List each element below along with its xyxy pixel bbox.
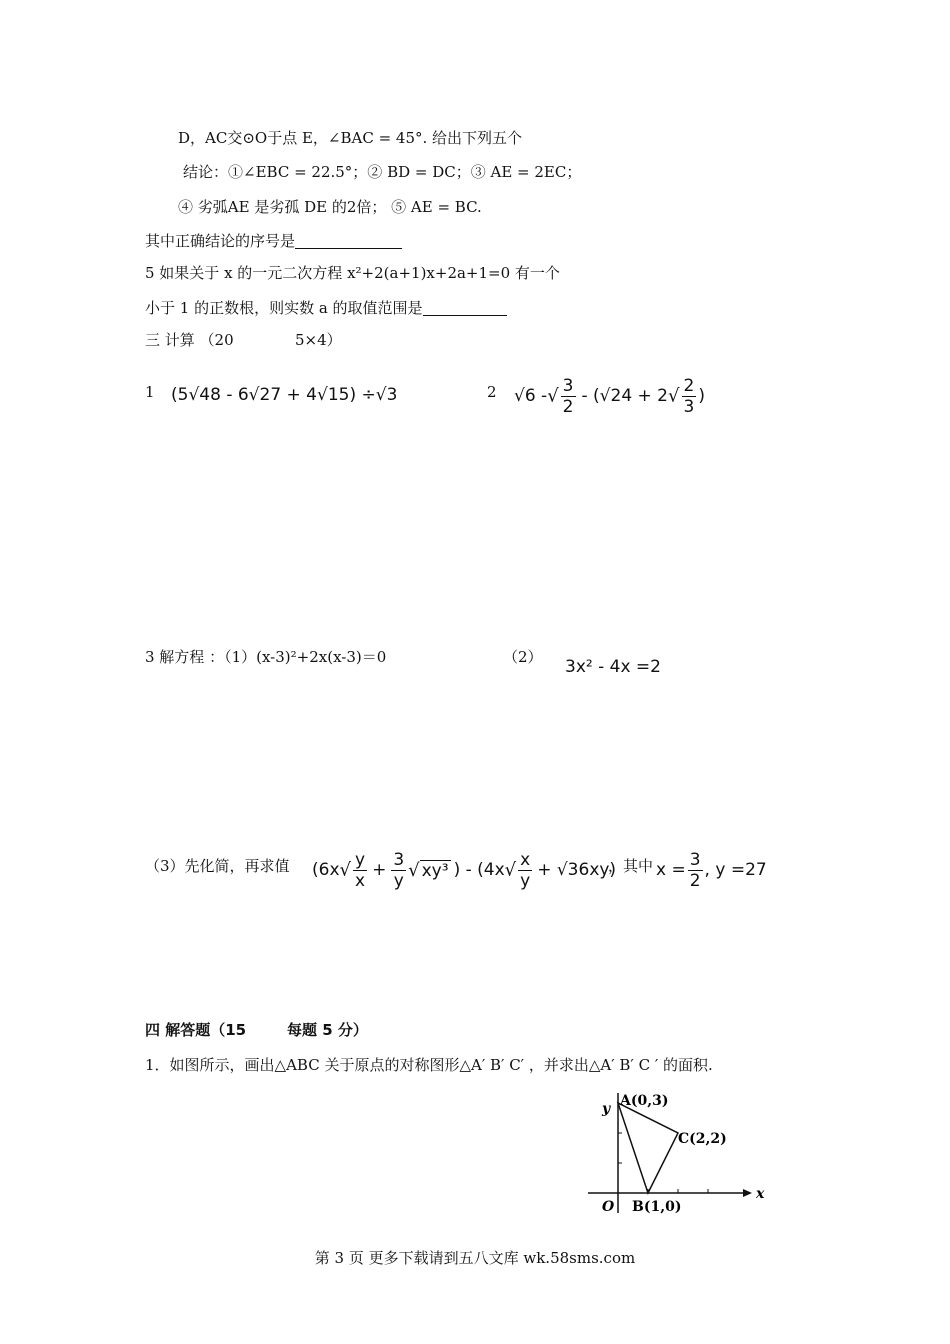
- q4-line1: D，AC交⊙O于点 E，∠BAC = 45°. 给出下列五个: [178, 129, 523, 147]
- p33-r2-body: xy³: [421, 860, 449, 881]
- point-b-label: B(1,0): [632, 1199, 682, 1215]
- problem2-expression: [514, 370, 705, 422]
- x-axis-arrow: [743, 1189, 752, 1197]
- problem2-number: 2: [487, 383, 497, 401]
- p33-part-c: ) - (4x: [453, 860, 505, 880]
- p2-frac2-num: 2: [683, 375, 695, 396]
- p33-r1-num: y: [355, 849, 366, 870]
- p33-where: ，其中: [608, 857, 654, 875]
- p2-frac2-den: 3: [683, 396, 695, 417]
- p2-radical-2: √ $\frac{2}{3}$: [668, 375, 695, 417]
- point-c-label: C(2,2): [678, 1131, 727, 1147]
- problem3-3-expression: [312, 845, 616, 895]
- section4-score: 每题 5 分）: [287, 1021, 368, 1039]
- problem1-expression: (5√48 - 6√27 + 4√15) ÷√3: [171, 385, 398, 405]
- problem3-2-expression: 3x² - 4x =2: [565, 657, 661, 677]
- p33-radical-1: √ $\frac{y}{x}$: [339, 849, 366, 891]
- p33-part-d: + √36xy): [537, 860, 617, 880]
- triangle-abc: [618, 1103, 678, 1193]
- section4-q1: 1．如图所示，画出△ABC 关于原点的对称图形△A′ B′ C′ ，并求出△A′ B′ C ′ 的面积.: [145, 1056, 713, 1074]
- p33-xval-num: 3: [689, 849, 701, 870]
- q5-line1: 5 如果关于 x 的一元二次方程 x²+2(a+1)x+2a+1=0 有一个: [145, 264, 560, 282]
- point-a-label: A(0,3): [620, 1093, 669, 1109]
- p2-frac1-den: 2: [562, 396, 574, 417]
- section4-title: 四 解答题（15: [145, 1021, 247, 1039]
- p2-part-a: √6 -: [514, 386, 548, 406]
- p33-xval-den: 2: [689, 870, 701, 891]
- p33-coef-den: y: [393, 870, 404, 891]
- p33-values: [656, 845, 767, 895]
- p33-r1-den: x: [355, 870, 366, 891]
- problem3-3-label: （3）先化简，再求值: [145, 857, 290, 875]
- q4-line3: ④ 劣弧AE 是劣孤 DE 的2倍； ⑤ AE = BC.: [178, 198, 482, 216]
- q4-answer-prompt: 其中正确结论的序号是: [145, 232, 296, 250]
- p33-coef-num: 3: [393, 849, 405, 870]
- problem3-label: 3 解方程 ：（1）(x-3)²+2x(x-3)＝0: [145, 648, 387, 666]
- q4-line4: [145, 230, 402, 251]
- q4-line2: 结论：①∠EBC = 22.5°；② BD = DC；③ AE = 2EC；: [183, 163, 582, 181]
- p33-y-eq: , y =27: [704, 860, 767, 880]
- answer-blank: [423, 299, 507, 316]
- q5-line2: [145, 297, 507, 318]
- q5-answer-prompt: 小于 1 的正数根，则实数 a 的取值范围是: [145, 299, 423, 317]
- p2-radical-1: √ $\frac{3}{2}$: [547, 375, 574, 417]
- triangle-figure: [580, 1085, 770, 1220]
- problem1-number: 1: [145, 383, 155, 401]
- p2-part-b: - (√24 + 2: [581, 386, 669, 406]
- problem3-2-label: （2）: [503, 648, 543, 666]
- origin-label: O: [602, 1199, 615, 1215]
- p33-x-eq: x =: [656, 860, 686, 880]
- page-footer: 第 3 页 更多下载请到五八文库 wk.58sms.com: [314, 1249, 636, 1267]
- p2-frac1-num: 3: [562, 375, 574, 396]
- p33-radical-3: √ $\frac{x}{y}$: [504, 849, 531, 891]
- p33-plus: +: [372, 860, 387, 880]
- p33-r3-den: y: [520, 870, 531, 891]
- answer-blank: [295, 232, 402, 249]
- p33-r3-num: x: [520, 849, 531, 870]
- section3-title: 三 计算 （20: [145, 331, 234, 349]
- p2-part-c: ): [698, 386, 705, 406]
- x-axis-label: x: [756, 1186, 765, 1202]
- p33-radical-2: √ xy³: [408, 859, 449, 881]
- section3-score: 5×4）: [295, 331, 342, 349]
- y-axis-label: y: [602, 1101, 611, 1117]
- p33-part-a: (6x: [312, 860, 340, 880]
